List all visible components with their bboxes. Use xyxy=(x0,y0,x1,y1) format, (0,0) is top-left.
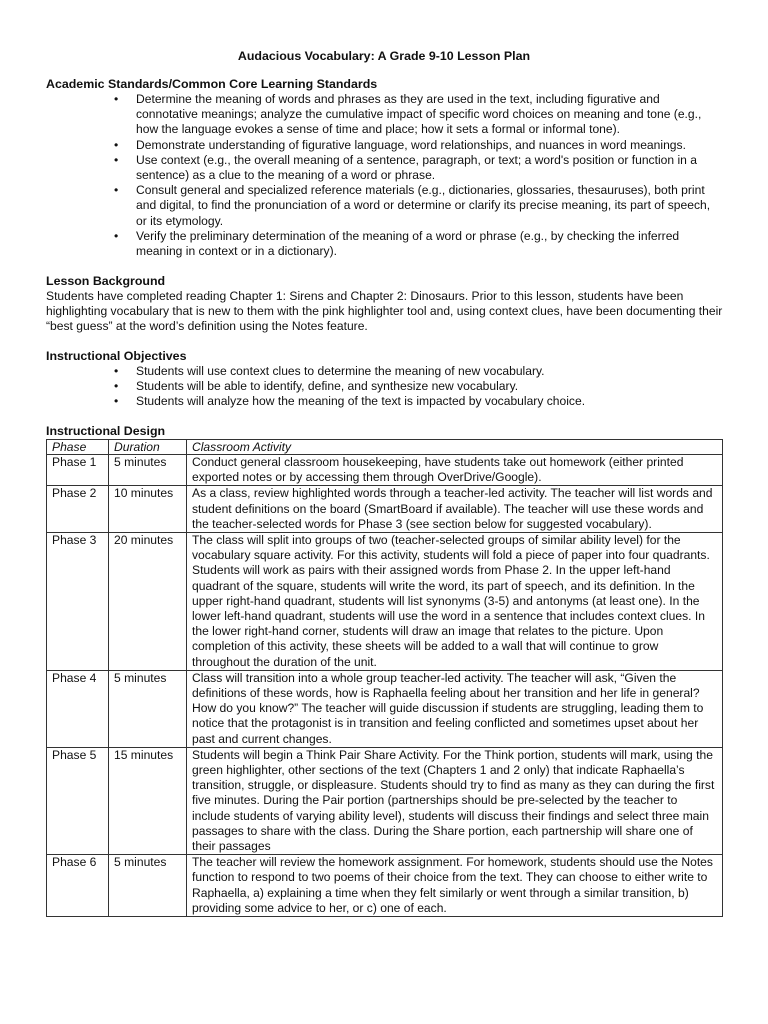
bullet-icon: • xyxy=(114,394,119,409)
bullet-icon: • xyxy=(114,228,119,243)
table-row xyxy=(47,670,723,747)
standards-heading: Academic Standards/Common Core Learning Standards xyxy=(46,77,378,91)
phase-cell: Phase 2 xyxy=(47,486,109,533)
duration-cell: 20 minutes xyxy=(109,533,187,671)
table-row xyxy=(47,747,723,854)
phase-cell: Phase 4 xyxy=(47,670,109,747)
activity-cell: As a class, review highlighted words through a teacher-led activity. The teacher will list words and student definitions on the board (SmartBoard if available). The teacher will use these words and the teacher-selected words for Phase 3 (see section below for suggested vocabulary). xyxy=(187,486,723,533)
bullet-icon: • xyxy=(114,137,119,152)
standards-item: • Determine the meaning of words and phrases as they are used in the text, including figurative and connotative meanings; analyze the cumulative impact of specific word choices on meaning and tone (e.g., how the language evokes a sense of time and place; how it sets a formal or informal tone). xyxy=(114,92,702,137)
document-title: Audacious Vocabulary: A Grade 9-10 Lesson Plan xyxy=(237,49,531,63)
design-heading: Instructional Design xyxy=(46,424,166,438)
duration-cell: 5 minutes xyxy=(109,855,187,917)
table-row xyxy=(47,855,723,917)
bullet-icon: • xyxy=(114,364,119,378)
table-row xyxy=(47,486,723,533)
phase-cell: Phase 3 xyxy=(47,533,109,671)
duration-cell: 10 minutes xyxy=(109,486,187,533)
activity-cell: Class will transition into a whole group teacher-led activity. The teacher will ask, “Given the definitions of these words, how is Raphaella feeling about her transition and her life in general? How do you know?” The teacher will guide discussion if students are struggling, leading them to notice that the protagonist is in transition and feeling conflicted and sometimes upset about her past and current changes. xyxy=(187,670,723,747)
table-row xyxy=(47,455,723,486)
column-header-activity: Classroom Activity xyxy=(187,440,723,455)
bullet-icon: • xyxy=(114,379,119,394)
bullet-icon: • xyxy=(114,92,119,106)
phase-cell: Phase 5 xyxy=(47,747,109,854)
bullet-icon: • xyxy=(114,152,119,167)
standards-item: • Consult general and specialized reference materials (e.g., dictionaries, glossaries, thesauruses), both print and digital, to find the pronunciation of a word or determine or clarify its precise meaning, its part of speech, or its etymology. xyxy=(114,183,711,228)
activity-cell: The class will split into groups of two (teacher-selected groups of similar ability level) for the vocabulary square activity. For this activity, students will fold a piece of paper into four quadrants. Students will work as pairs with their assigned words from Phase 2. In the upper left-hand quadrant of the square, students will write the word, its part of speech, and its definition. In the upper right-hand quadrant, students will list synonyms (3-5) and antonyms (at least one). In the lower left-hand quadrant, students will use the word in a sentence that includes context clues. In the lower right-hand corner, students will draw an image that relates to the picture. Upon completion of this activity, these sheets will be added to a wall that will continue to grow throughout the duration of the unit. xyxy=(187,533,723,671)
background-heading: Lesson Background xyxy=(46,274,166,288)
standards-item: • Demonstrate understanding of figurative language, word relationships, and nuances in word meanings. xyxy=(114,137,686,152)
duration-cell: 15 minutes xyxy=(109,747,187,854)
activity-cell: The teacher will review the homework assignment. For homework, students should use the Notes function to respond to two poems of their choice from the text. They can choose to either write to Raphaella, a) explaining a time when they felt similarly or went through a similar transition, b) providing some advice to her, or c) one of each. xyxy=(187,855,723,917)
duration-cell: 5 minutes xyxy=(109,670,187,747)
activity-cell: Conduct general classroom housekeeping, have students take out homework (either printed exported notes or by accessing them through OverDrive/Google). xyxy=(187,455,723,486)
bullet-icon: • xyxy=(114,183,119,198)
phase-cell: Phase 1 xyxy=(47,455,109,486)
objectives-heading: Instructional Objectives xyxy=(46,349,187,363)
standards-list xyxy=(0,92,716,259)
instructional-design-table xyxy=(46,439,723,917)
column-header-duration: Duration xyxy=(109,440,187,455)
table-header-row xyxy=(47,440,723,455)
phase-cell: Phase 6 xyxy=(47,855,109,917)
activity-cell: Students will begin a Think Pair Share Activity. For the Think portion, students will mark, using the green highlighter, other sections of the text (Chapters 1 and 2 only) that indicate Raphaella’s transition, struggle, or displeasure. Students should try to find as many as they can during the first five minutes. During the Pair portion (partnerships should be pre-selected by the teacher to include students of varying ability level), students will discuss their findings and select three main passages to share with the class. During the Share portion, each partnership will share one of their passages xyxy=(187,747,723,854)
background-text: Students have completed reading Chapter 1: Sirens and Chapter 2: Dinosaurs. Prior to this lesson, students have been highlighting vocabulary that is new to them with the pink highlighter tool and, using context clues, have been documenting their “best guess” at the word’s definition using the Notes feature. xyxy=(46,289,723,334)
objectives-item: • Students will analyze how the meaning of the text is impacted by vocabulary choice. xyxy=(114,394,586,409)
standards-item: • Verify the preliminary determination of the meaning of a word or phrase (e.g., by checking the inferred meaning in context or in a dictionary). xyxy=(114,228,680,259)
column-header-phase: Phase xyxy=(47,440,109,455)
standards-item: • Use context (e.g., the overall meaning of a sentence, paragraph, or text; a word's position or function in a sentence) as a clue to the meaning of a word or phrase. xyxy=(114,152,697,183)
duration-cell: 5 minutes xyxy=(109,455,187,486)
table-row xyxy=(47,533,723,671)
objectives-list xyxy=(0,364,716,410)
objectives-item: • Students will use context clues to determine the meaning of new vocabulary. xyxy=(114,364,545,378)
objectives-item: • Students will be able to identify, define, and synthesize new vocabulary. xyxy=(114,379,519,394)
